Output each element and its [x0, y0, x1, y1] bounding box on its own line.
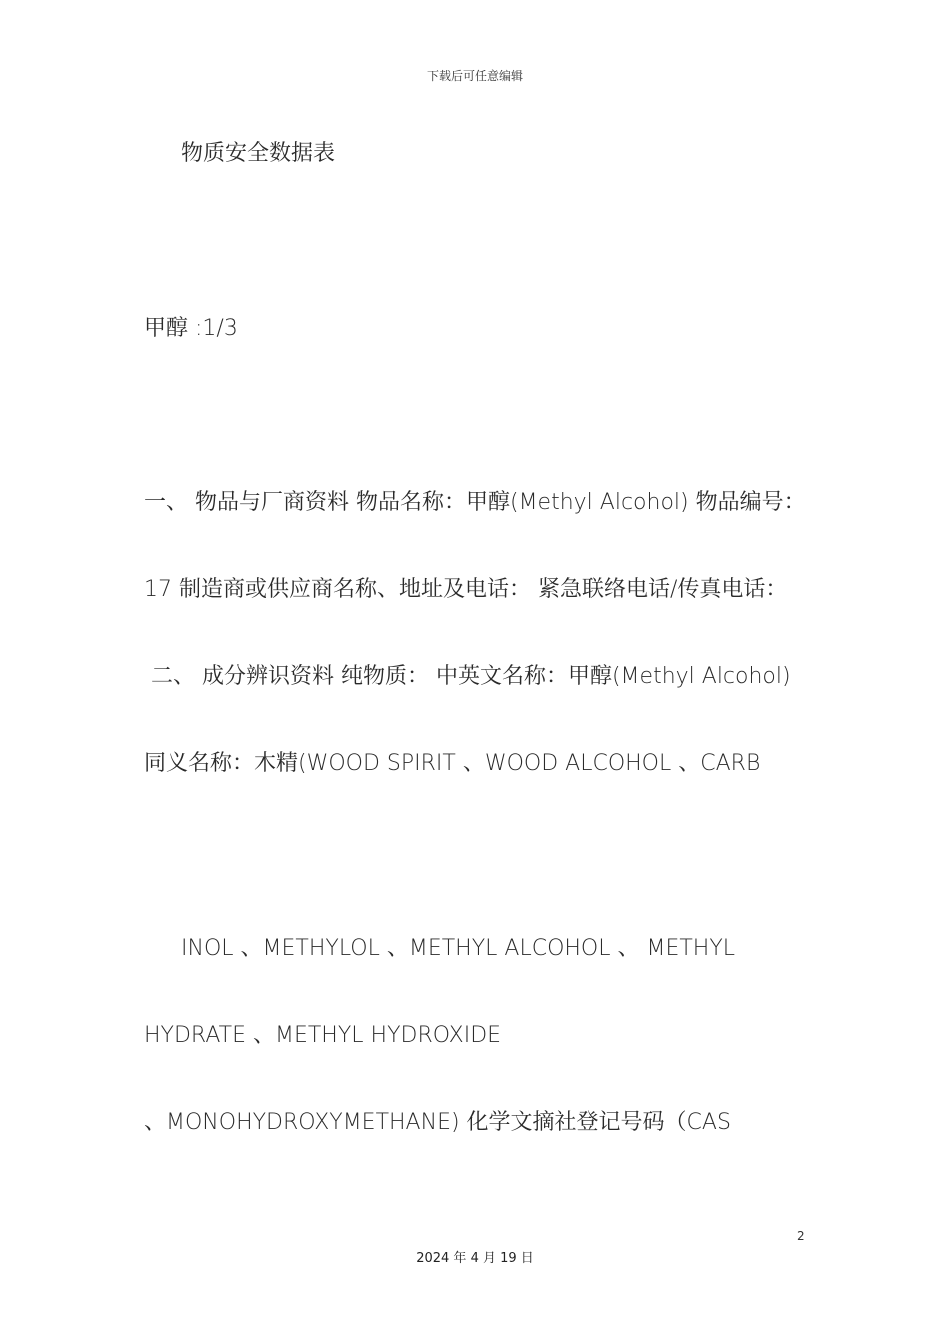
- body-line-8: 、MONOHYDROXYMETHANE) 化学文摘社登记号码（CAS: [144, 1110, 731, 1135]
- document-title: 物质安全数据表: [181, 141, 336, 166]
- body-line-3: 17 制造商或供应商名称、地址及电话： 紧急联络电话/传真电话：: [144, 577, 788, 602]
- header-note: 下载后可任意编辑: [426, 69, 523, 83]
- body-line-6: INOL 、METHYLOL 、METHYL ALCOHOL 、 METHYL: [181, 936, 736, 961]
- body-line-5: 同义名称：木精(WOOD SPIRIT 、WOOD ALCOHOL 、CARB: [144, 751, 761, 776]
- body-line-2: 一、 物品与厂商资料 物品名称：甲醇(Methyl Alcohol) 物品编号：: [144, 490, 806, 515]
- footer-date: 2024 年 4 月 19 日: [416, 1251, 534, 1266]
- page-number: 2: [797, 1229, 805, 1243]
- body-line-4: 二、 成分辨识资料 纯物质： 中英文名称：甲醇(Methyl Alcohol): [144, 664, 791, 689]
- body-line-1: 甲醇 :1/3: [144, 316, 238, 341]
- body-line-7: HYDRATE 、METHYL HYDROXIDE: [144, 1023, 502, 1048]
